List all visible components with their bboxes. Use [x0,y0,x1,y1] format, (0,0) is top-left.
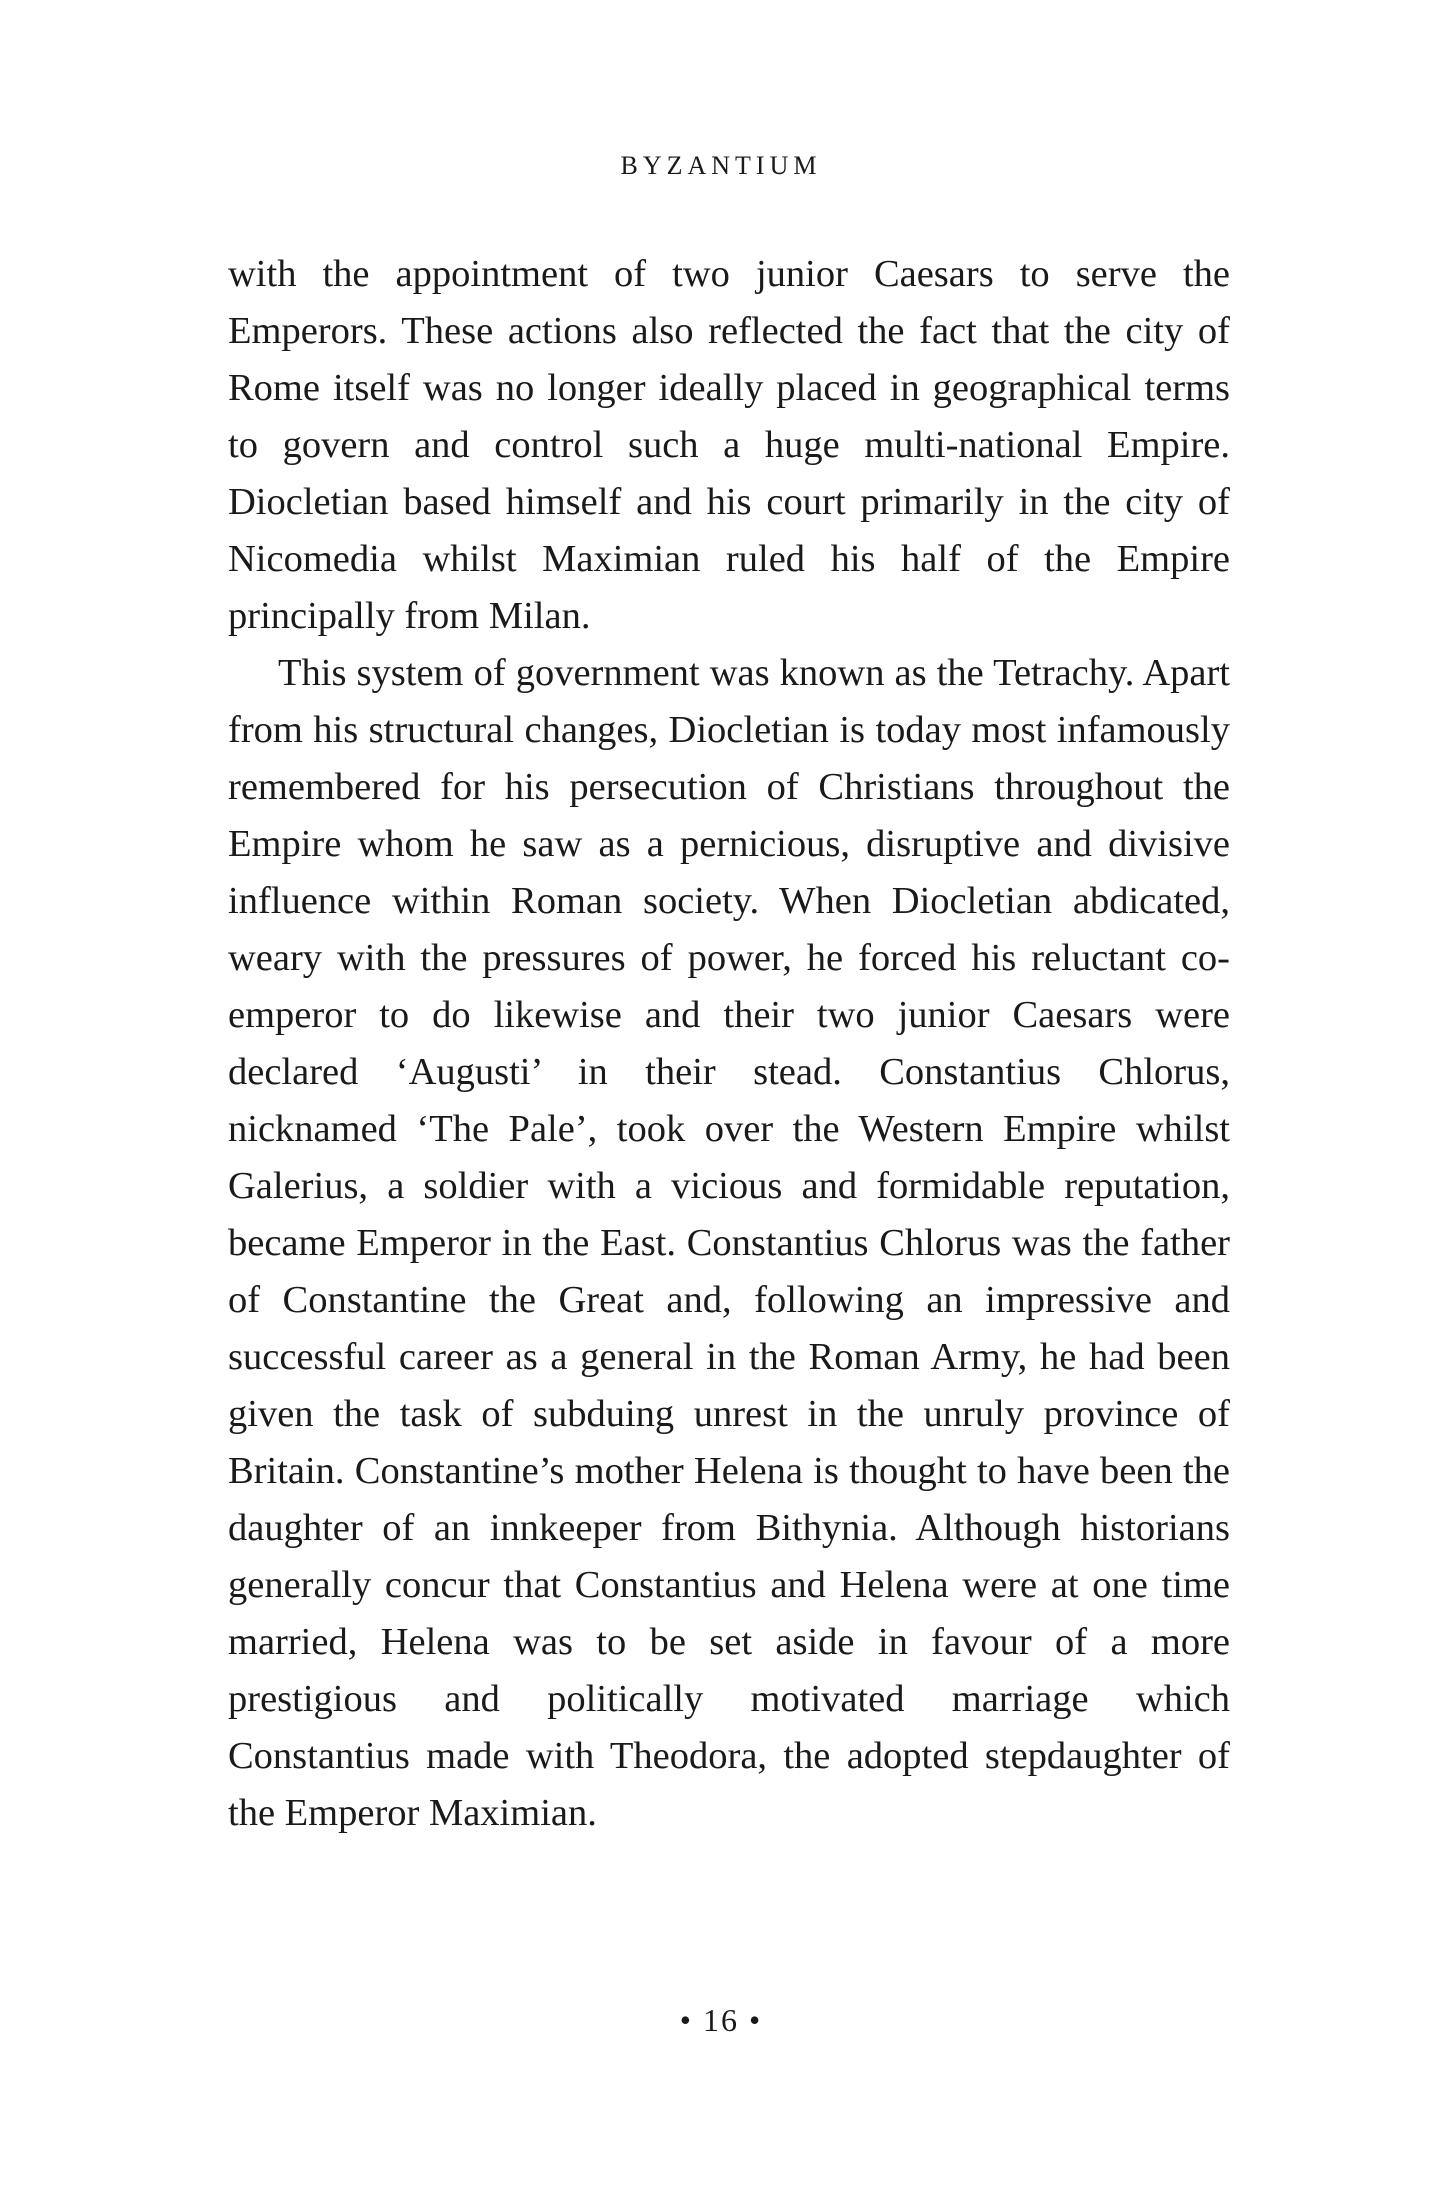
running-head: BYZANTIUM [620,151,822,180]
paragraph-continued: with the appointment of two junior Caesars to serve the Emperors. These actions also reflected the fact that the city of Rome itself was no longer ideally placed in geographical terms to govern and control such a huge multi-national Empire. Diocletian based himself and his court primarily in the city of Nicomedia whilst Maximian ruled his half of the Empire principally from Milan. [228,253,1230,637]
body-text [228,246,1230,1842]
paragraph: This system of government was known as the Tetrachy. Apart from his structural changes, Diocletian is today most infamously remembered for his persecution of Christians throughout the Empire whom he saw as a pernicious, disruptive and divisive influence within Roman society. When Diocletian abdicated, weary with the pressures of power, he forced his reluctant co-emperor to do likewise and their two junior Caesars were declared ‘Augusti’ in their stead. Constantius Chlorus, nicknamed ‘The Pale’, took over the Western Empire whilst Galerius, a soldier with a vicious and formidable reputation, became Emperor in the East. Constantius Chlorus was the father of Constantine the Great and, following an impressive and successful career as a general in the Roman Army, he had been given the task of subduing unrest in the unruly province of Britain. Constantine’s mother Helena is thought to have been the daughter of an innkeeper from Bithynia. Although historians generally concur that Constantius and Helena were at one time married, Helena was to be set aside in favour of a more prestigious and politically motivated marriage which Constantius made with Theodora, the adopted stepdaughter of the Emperor Maximian. [228,652,1230,1834]
page-number: • 16 • [679,2002,763,2038]
